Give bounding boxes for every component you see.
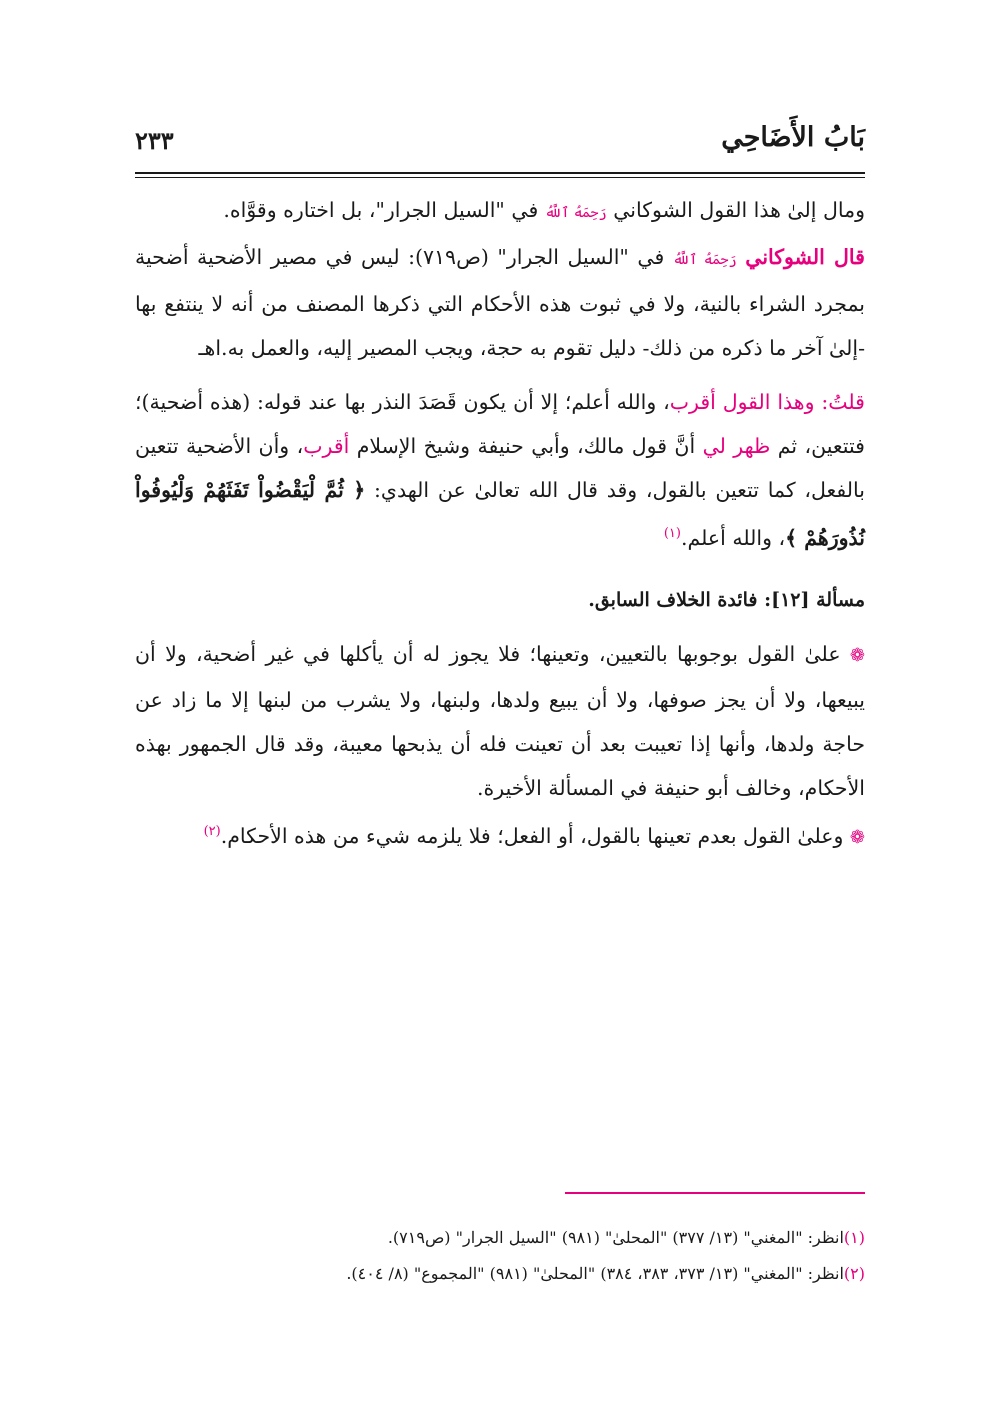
footnotes	[135, 1220, 865, 1292]
author-opinion-label: قلتُ: وهذا القول أقرب	[669, 390, 865, 414]
quran-verse: ﴿ ثُمَّ لْيَقْضُواْ تَفَثَهُمْ وَلْيُوفُواْ نُذُورَهُمْ ﴾	[135, 478, 865, 550]
issue-heading: مسألة [١٢]: فائدة الخلاف السابق.	[588, 588, 865, 611]
header-divider	[135, 172, 865, 174]
quote-author: قال الشوكاني	[745, 245, 865, 269]
paragraph-4: ❁ علىٰ القول بوجوبها بالتعيين، وتعينها؛ فلا يجوز له أن يأكلها في غير أضحية، ولا أن يبيعها، ولا أن يجز صوفها، ولا أن يبيع ولدها، ولبنها، ولا يشرب من لبنها إلا ما زاد عن حاجة ولدها، وأنها إذا تعيبت بعد أن تعينت فله أن يذبحها معيبة، وقد قال الجمهور بهذه الأحكام، وخالف أبو حنيفة في المسألة الأخيرة.	[135, 641, 865, 800]
honorific-1: رَحِمَهُ ٱللَّهُ	[544, 205, 607, 221]
footnote-ref-2[interactable]: (٢)	[203, 823, 221, 839]
footnote-divider	[565, 1192, 865, 1194]
footnote-2: (٢)انظر: "المغني" (١٣/ ٣٧٣، ٣٨٣، ٣٨٤) "المحلىٰ" (٩٨١) "المجموع" (٨/ ٤٠٤).	[346, 1264, 865, 1283]
paragraph-3: قلتُ: وهذا القول أقرب، والله أعلم؛ إلا أن يكون قَصَدَ النذر بها عند قوله: (هذه أضحية)؛ فتتعين، ثم ظهر لي أنَّ قول مالك، وأبي حنيفة وشيخ الإسلام أقرب، وأن الأضحية تتعين بالفعل، كما تتعين بالقول، وقد قال الله تعالىٰ عن الهدي: ﴿ ثُمَّ لْيَقْضُواْ تَفَثَهُمْ وَلْيُوفُواْ نُذُورَهُمْ ﴾، والله أعلم.$^{(١)}$	[135, 390, 865, 550]
highlight-zahara-li: ظهر لي	[702, 434, 771, 458]
rosette-bullet-icon: ❁	[849, 826, 865, 848]
honorific-2: رَحِمَهُ ٱللَّهُ	[672, 252, 737, 268]
paragraph-1: ومال إلىٰ هذا القول الشوكاني رَحِمَهُ ٱللَّهُ في "السيل الجرار"، بل اختاره وقوَّاه.	[223, 198, 865, 222]
rosette-bullet-icon: ❁	[849, 644, 865, 666]
footnote-ref-1[interactable]: (١)	[663, 526, 681, 541]
header-divider-thin	[135, 177, 865, 178]
paragraph-2: قال الشوكاني رَحِمَهُ ٱللَّهُ في "السيل الجرار" (ص٧١٩): ليس في مصير الأضحية أضحية بمجرد الشراء بالنية، ولا في ثبوت هذه الأحكام التي ذكرها المصنف من أنه لا ينتفع بها -إلىٰ آخر ما ذكره من ذلك- دليل تقوم به حجة، ويجب المصير إليه، والعمل به.اهـ	[135, 245, 865, 360]
chapter-title: بَابُ الأَضَاحِي	[721, 122, 865, 153]
page-number: ٢٣٣	[135, 126, 174, 155]
paragraph-5: ❁ وعلىٰ القول بعدم تعينها بالقول، أو الفعل؛ فلا يلزمه شيء من هذه الأحكام.$^{(٢)}$	[203, 823, 865, 848]
page-header	[135, 118, 865, 164]
main-text	[135, 188, 865, 860]
highlight-aqrab: أقرب	[303, 434, 350, 458]
footnote-1: (١)انظر: "المغني" (١٣/ ٣٧٧) "المحلىٰ" (٩٨١) "السيل الجرار" (ص٧١٩).	[387, 1228, 865, 1247]
